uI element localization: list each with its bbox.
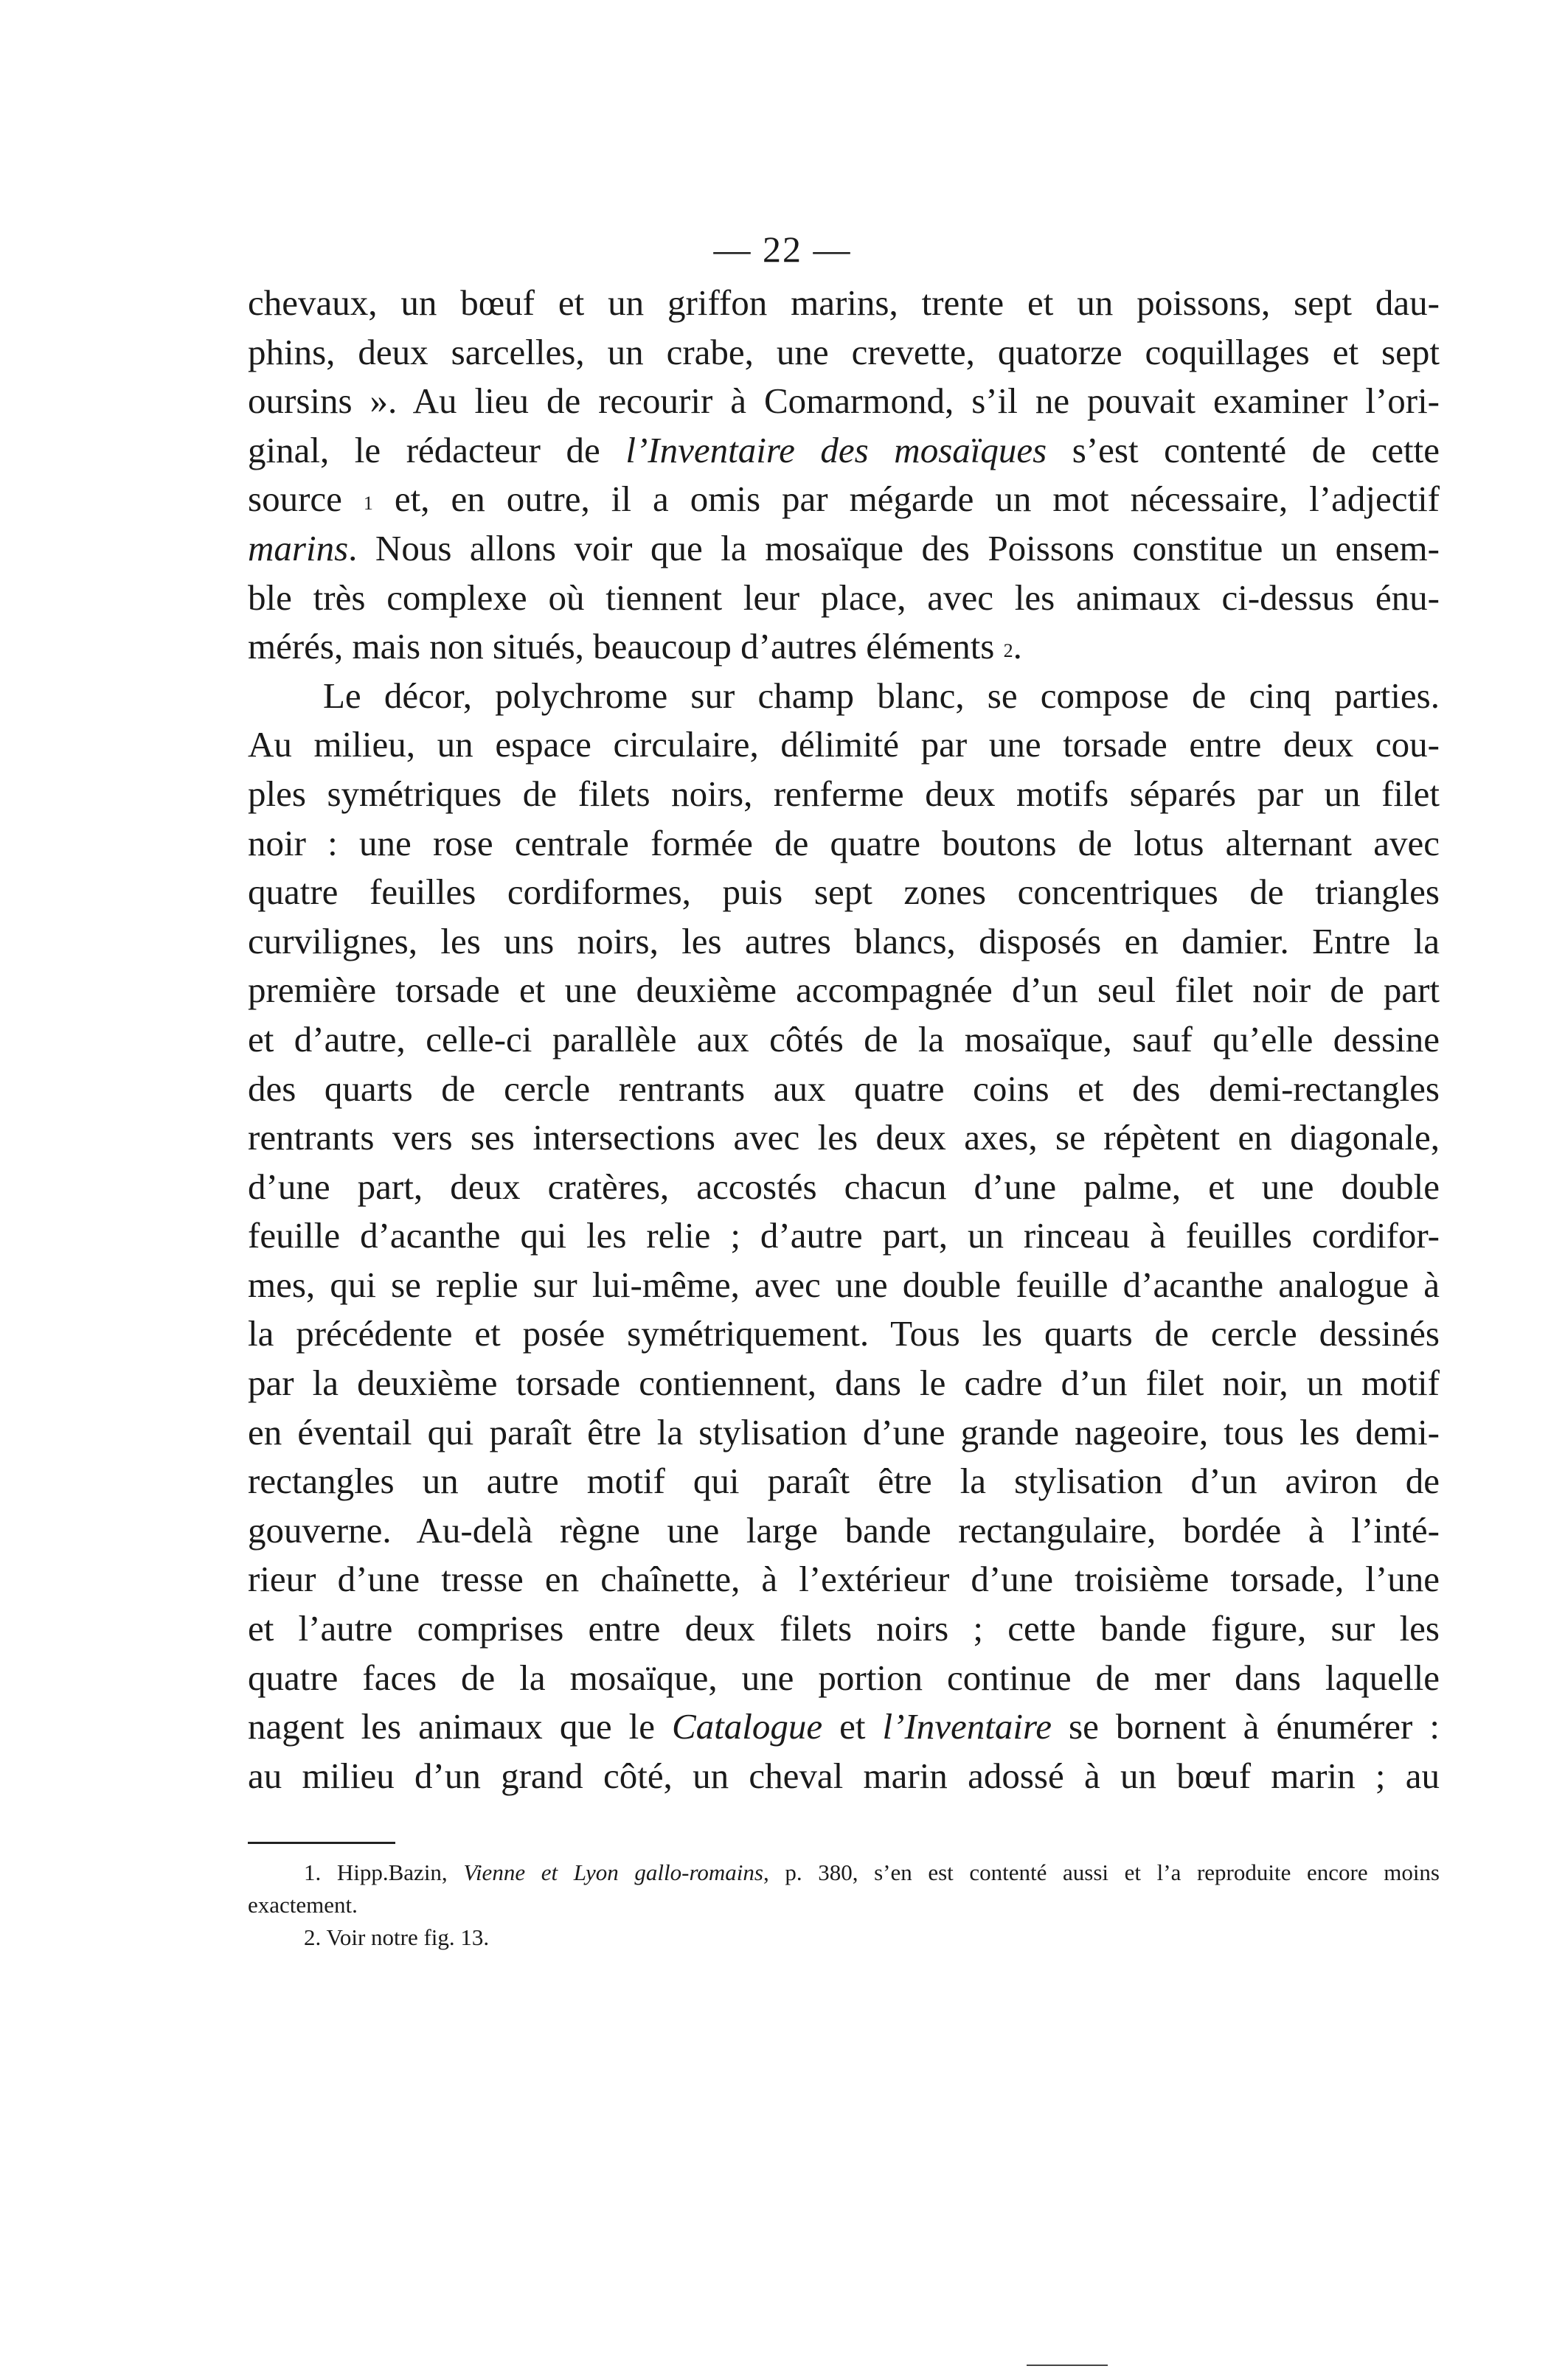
text-line: phins, deux sarcelles, un crabe, une crevette, quatorze coquillages et sept (248, 331, 1440, 372)
text-line: quatre feuilles cordiformes, puis sept zones concentriques de triangles (248, 871, 1440, 913)
text-line: des quarts de cercle rentrants aux quatre coins et des demi-rectangles (248, 1068, 1440, 1109)
italic-title: l’Inventaire (882, 1706, 1052, 1747)
text-line: ble très complexe où tiennent leur place, avec les animaux ci-dessus énu- (248, 577, 1440, 618)
footnote-italic-title: Vienne et Lyon gallo-romains (463, 1859, 763, 1885)
text-line: en éventail qui paraît être la stylisation d’une grande nageoire, tous les demi- (248, 1411, 1440, 1452)
text-line: curvilignes, les uns noirs, les autres blancs, disposés en damier. Entre la (248, 920, 1440, 961)
italic-title: Catalogue (671, 1706, 823, 1747)
text-line: par la deuxième torsade contiennent, dans le cadre d’un filet noir, un motif (248, 1363, 1440, 1404)
italic-title: l’Inventaire des mosaïques (625, 429, 1047, 470)
footnotes (248, 1857, 1440, 1954)
text-line: d’une part, deux cratères, accostés chacun d’une palme, et une double (248, 1166, 1440, 1207)
text-line: noir : une rose centrale formée de quatre boutons de lotus alternant avec (248, 822, 1440, 863)
text-line: mérés, mais non situés, beaucoup d’autres éléments $^2$. (248, 626, 1022, 667)
text-line: et l’autre comprises entre deux filets noirs ; cette bande figure, sur les (248, 1608, 1440, 1649)
text-line: rectangles un autre motif qui paraît être la stylisation d’un aviron de (248, 1461, 1440, 1502)
paragraph-start-line: Le décor, polychrome sur champ blanc, se compose de cinq parties. (323, 675, 1440, 716)
text-line: mes, qui se replie sur lui-même, avec une double feuille d’acanthe analogue à (248, 1264, 1440, 1305)
footnote-1-continuation: exactement. (248, 1892, 358, 1918)
text-line: gouverne. Au-delà règne une large bande rectangulaire, bordée à l’inté- (248, 1509, 1440, 1551)
footnote-2: 2. Voir notre fig. 13. (304, 1924, 490, 1950)
text-line: chevaux, un bœuf et un griffon marins, trente et un poissons, sept dau- (248, 282, 1440, 323)
text-line: la précédente et posée symétriquement. Tous les quarts de cercle dessinés (248, 1313, 1440, 1354)
text-line: première torsade et une deuxième accompagnée d’un seul filet noir de part (248, 970, 1440, 1011)
text-line: au milieu d’un grand côté, un cheval marin adossé à un bœuf marin ; au (248, 1755, 1440, 1796)
italic-word: marins (248, 527, 349, 568)
text-line: marins. Nous allons voir que la mosaïque des Poissons constitue un ensem- (248, 527, 1440, 568)
body-text (248, 279, 1440, 1800)
text-line: quatre faces de la mosaïque, une portion continue de mer dans laquelle (248, 1657, 1440, 1698)
text-line: rieur d’une tresse en chaînette, à l’extérieur d’une troisième torsade, l’une (248, 1559, 1440, 1600)
footnote-ref: 1 (363, 493, 373, 515)
text-line: rentrants vers ses intersections avec les deux axes, se répètent en diagonale, (248, 1117, 1440, 1158)
text-line: ginal, le rédacteur de l’Inventaire des mosaïques s’est contenté de cette (248, 429, 1440, 470)
bottom-mark (1027, 2365, 1108, 2366)
text-line: ples symétriques de filets noirs, renferme deux motifs séparés par un filet (248, 773, 1440, 814)
text-line: nagent les animaux que le Catalogue et l’Inventaire se bornent à énumérer : (248, 1706, 1440, 1747)
text-line: et d’autre, celle-ci parallèle aux côtés de la mosaïque, sauf qu’elle dessine (248, 1018, 1440, 1059)
text-line: feuille d’acanthe qui les relie ; d’autre part, un rinceau à feuilles cordifor- (248, 1215, 1440, 1256)
footnote-1: 1. Hipp.Bazin, Vienne et Lyon gallo-romains, p. 380, s’en est contenté aussi et l’a reproduite encore moins (304, 1859, 1440, 1885)
text-line: Au milieu, un espace circulaire, délimité par une torsade entre deux cou- (248, 724, 1440, 765)
text-line: source $^1$ et, en outre, il a omis par mégarde un mot nécessaire, l’adjectif (248, 479, 1440, 520)
text-line: oursins ». Au lieu de recourir à Comarmond, s’il ne pouvait examiner l’ori- (248, 380, 1440, 422)
footnote-divider (248, 1842, 395, 1844)
footnote-ref: 2 (1003, 640, 1013, 662)
page-number: — 22 — (713, 229, 852, 270)
